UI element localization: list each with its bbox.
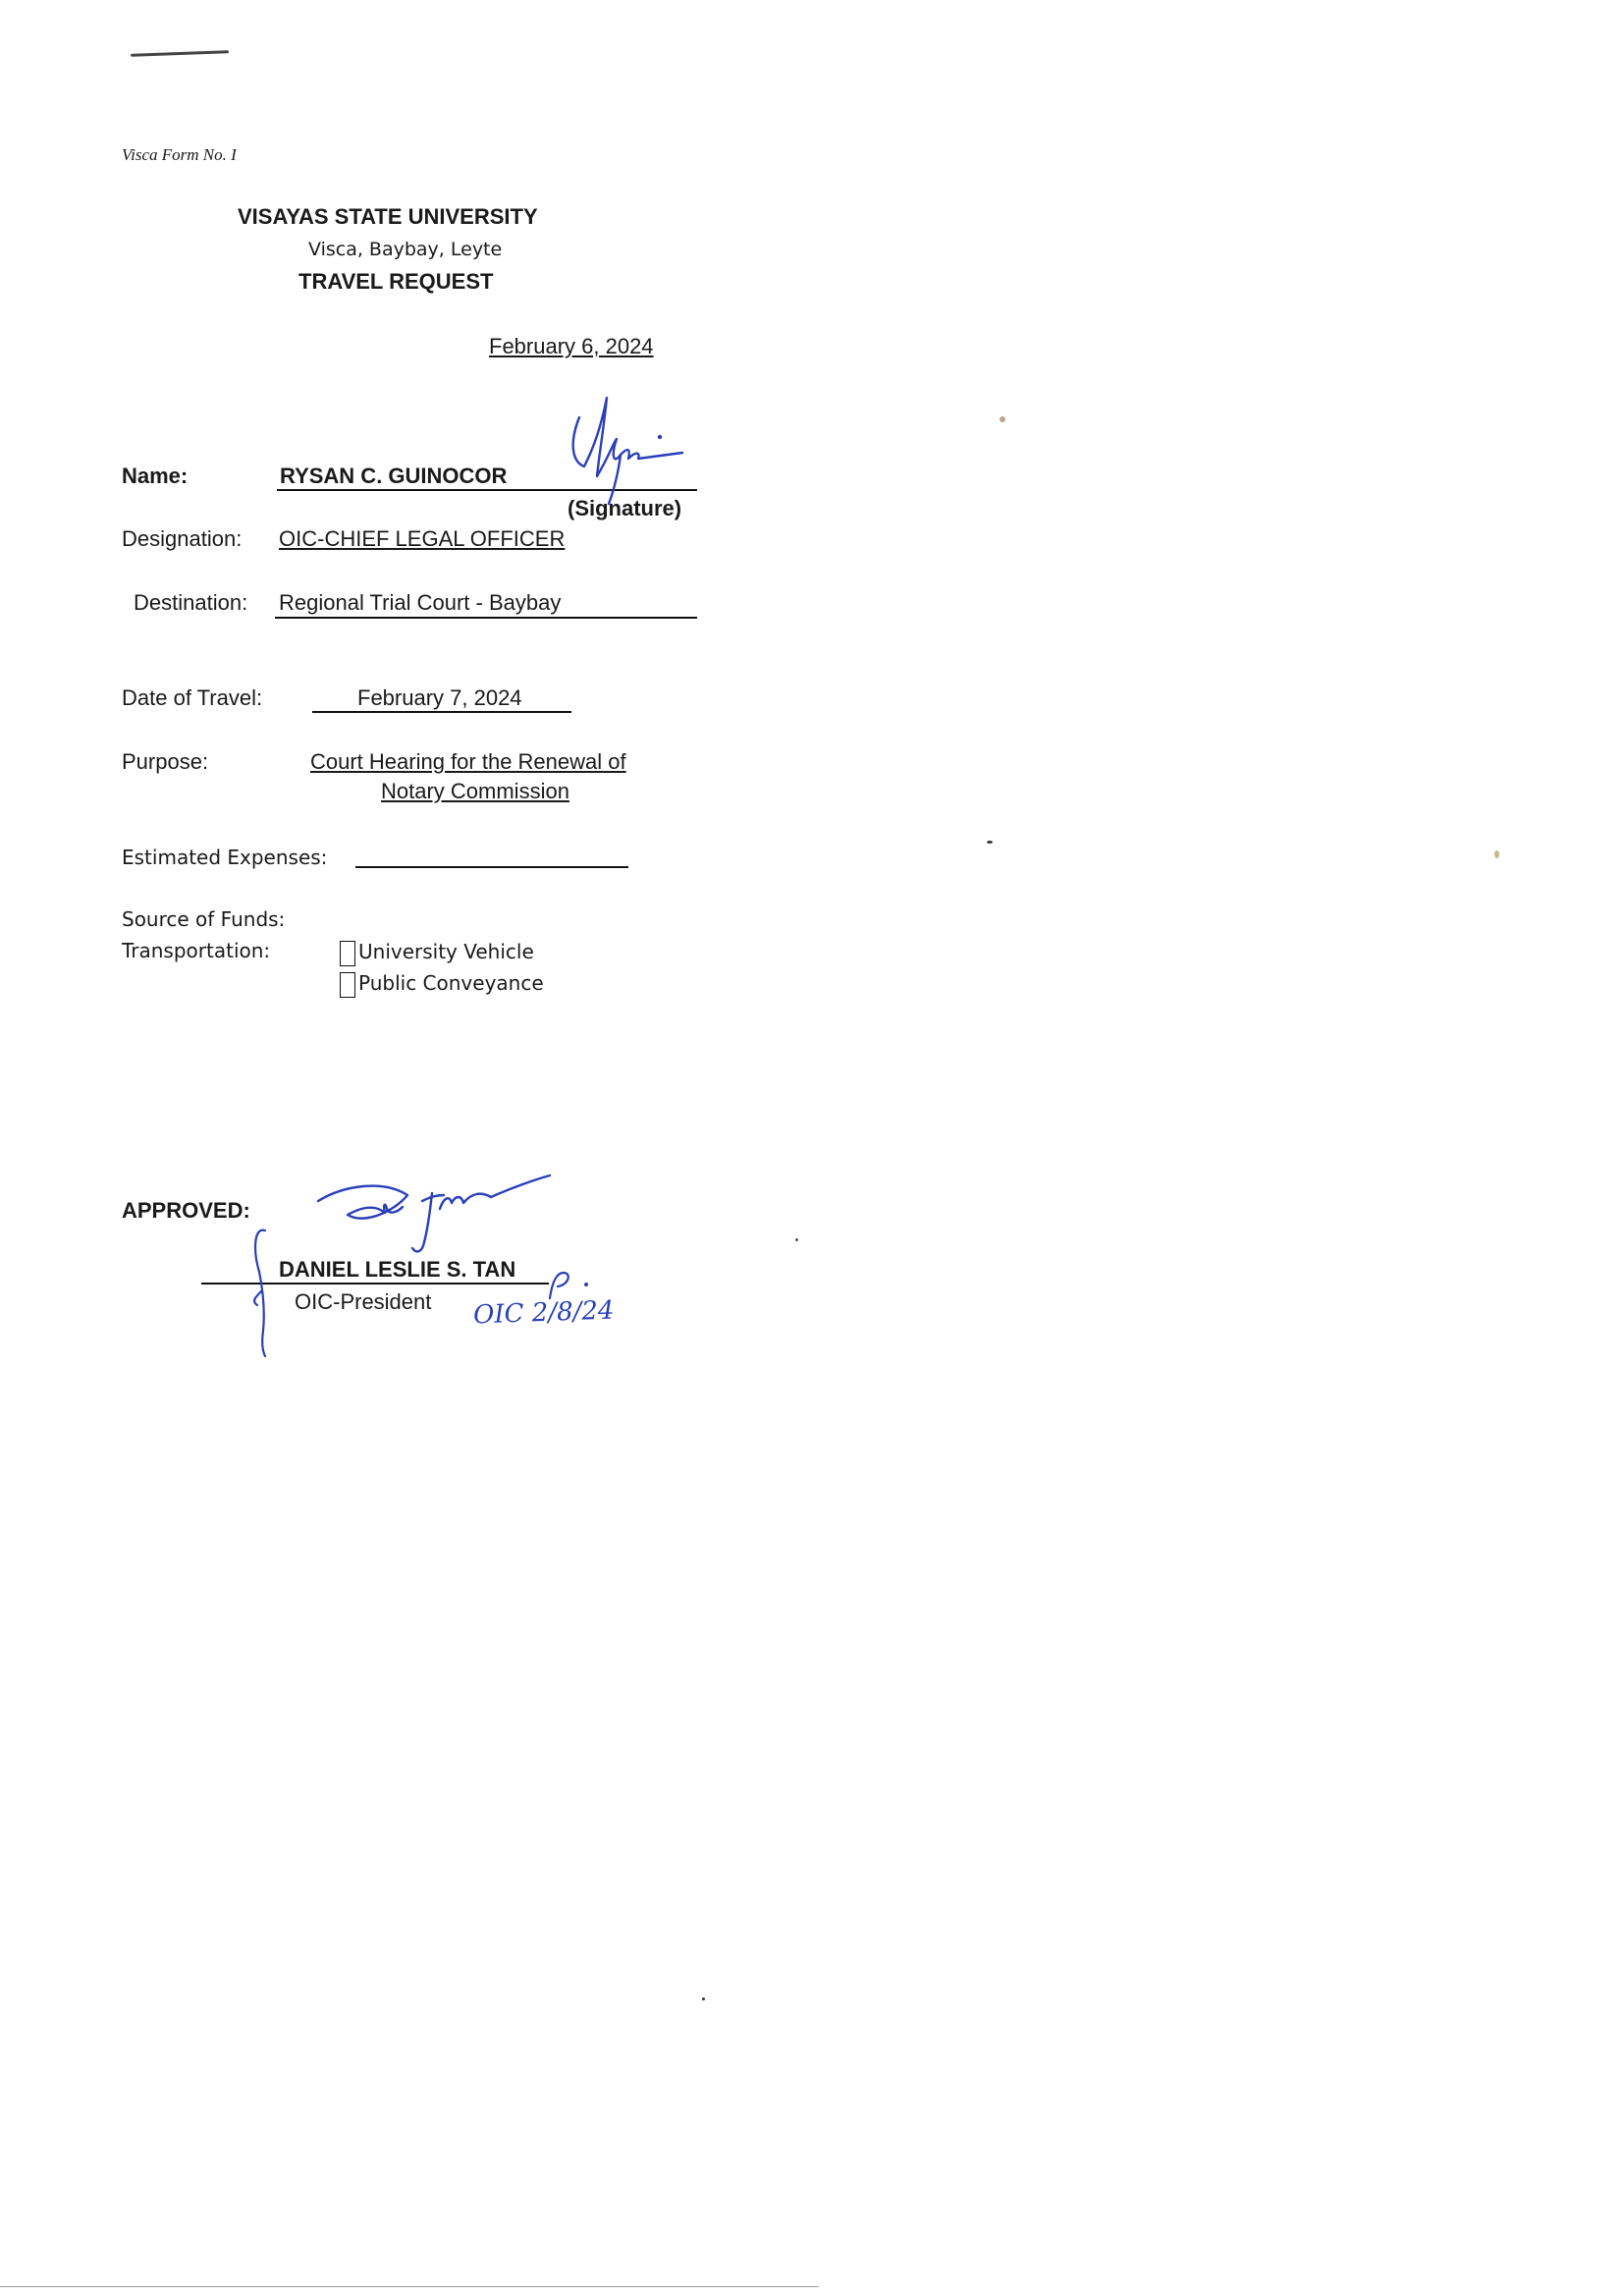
name-value: RYSAN C. GUINOCOR — [280, 464, 508, 488]
date-of-travel-label: Date of Travel: — [122, 685, 263, 710]
designation-value: OIC-CHIEF LEGAL OFFICER — [279, 526, 566, 551]
purpose-line-1: Court Hearing for the Renewal of — [310, 749, 626, 774]
approver-name: DANIEL LESLIE S. TAN — [279, 1257, 516, 1282]
scan-speck — [795, 1238, 798, 1241]
scan-speck — [987, 841, 993, 844]
destination-label: Destination: — [134, 590, 248, 615]
approver-signature — [314, 1174, 560, 1262]
university-vehicle-label: University Vehicle — [358, 940, 534, 963]
source-of-funds-label: Source of Funds: — [122, 907, 286, 931]
public-conveyance-checkbox[interactable] — [340, 972, 355, 998]
page-bottom-edge — [0, 2286, 819, 2287]
form-number: Visca Form No. I — [122, 145, 237, 164]
estimated-expenses-label: Estimated Expenses: — [122, 846, 328, 869]
date-of-travel-value: February 7, 2024 — [357, 685, 522, 710]
scan-speck — [702, 1997, 705, 2000]
purpose-label: Purpose: — [122, 749, 209, 774]
public-conveyance-label: Public Conveyance — [358, 971, 544, 995]
scan-speck — [1494, 850, 1499, 858]
scan-speck — [1000, 416, 1005, 422]
destination-underline — [275, 617, 697, 619]
signature-caption: (Signature) — [568, 496, 682, 520]
university-address: Visca, Baybay, Leyte — [308, 239, 503, 260]
university-vehicle-checkbox[interactable] — [340, 941, 355, 966]
designation-label: Designation: — [122, 526, 243, 551]
destination-value: Regional Trial Court - Baybay — [279, 590, 562, 615]
estimated-expenses-underline — [355, 866, 628, 868]
date-of-travel-underline — [312, 711, 571, 713]
approver-title: OIC-President — [295, 1289, 432, 1314]
requester-signature — [560, 388, 687, 506]
handwritten-date-note: OIC 2/8/24 — [472, 1295, 615, 1331]
scan-artifact — [131, 50, 229, 56]
document-title: TRAVEL REQUEST — [298, 269, 494, 294]
approved-label: APPROVED: — [122, 1198, 250, 1223]
university-name: VISAYAS STATE UNIVERSITY — [238, 204, 538, 229]
request-date: February 6, 2024 — [489, 334, 654, 358]
initials-mark — [236, 1223, 285, 1360]
transportation-label: Transportation: — [122, 939, 271, 962]
name-label: Name: — [122, 464, 189, 488]
purpose-line-2: Notary Commission — [381, 779, 569, 803]
